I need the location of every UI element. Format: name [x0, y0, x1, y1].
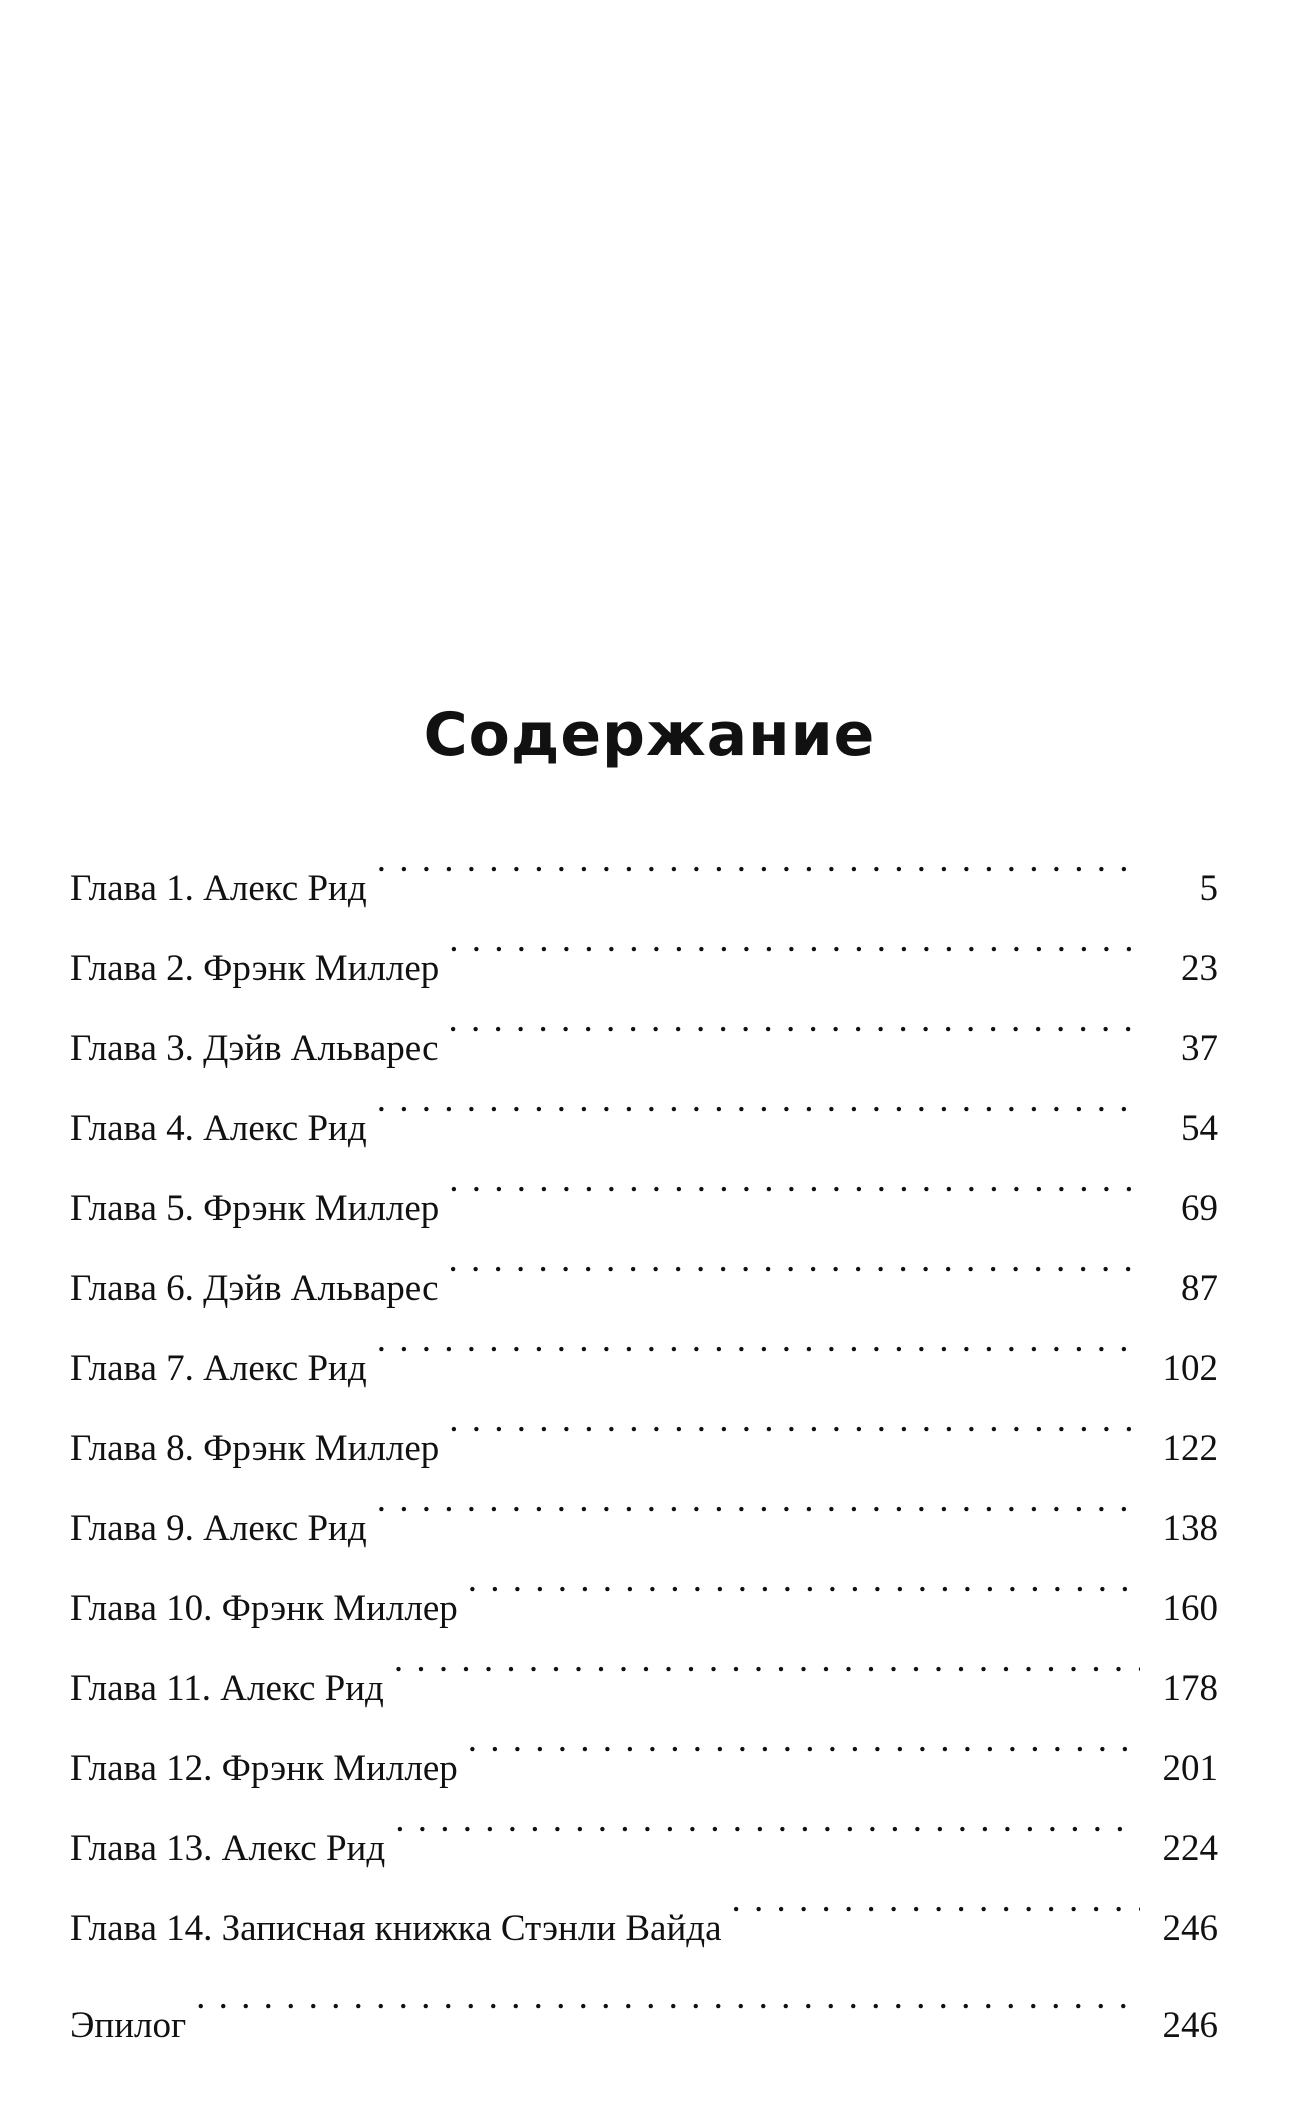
toc-dot-leader	[394, 1620, 1140, 1700]
toc-entry-title: Глава 7. Алекс Рид	[70, 1348, 367, 1389]
toc-entry-title: Глава 6. Дэйв Альварес	[70, 1268, 439, 1309]
toc-entry-title: Эпилог	[70, 2005, 187, 2046]
toc-entry-title: Глава 11. Алекс Рид	[70, 1668, 384, 1709]
toc-page-number: 87	[1181, 1268, 1218, 1309]
toc-dot-leader	[395, 1780, 1140, 1860]
toc-dot-leader	[468, 1700, 1140, 1780]
toc-page-number: 69	[1181, 1188, 1218, 1229]
page-title: Содержание	[423, 700, 876, 770]
toc-entry-title: Глава 12. Фрэнк Миллер	[70, 1748, 458, 1789]
toc-page-number: 102	[1162, 1348, 1218, 1389]
toc-dot-leader	[377, 1300, 1140, 1380]
toc-page-number: 37	[1181, 1028, 1218, 1069]
toc-entry-title: Глава 8. Фрэнк Миллер	[70, 1428, 440, 1469]
toc-entry-title: Глава 13. Алекс Рид	[70, 1828, 386, 1869]
toc-dot-leader	[449, 1380, 1140, 1460]
toc-page-number: 246	[1162, 2005, 1218, 2046]
toc-dot-leader	[449, 980, 1140, 1060]
toc-dot-leader	[732, 1860, 1141, 1940]
toc-entry-title: Глава 9. Алекс Рид	[70, 1508, 367, 1549]
toc-entry	[70, 820, 1218, 909]
toc-page-number: 5	[1199, 868, 1218, 909]
toc-dot-leader	[468, 1540, 1140, 1620]
toc-page-number: 122	[1162, 1428, 1218, 1469]
toc-dot-leader	[377, 1060, 1140, 1140]
toc-page-number: 160	[1162, 1588, 1218, 1629]
toc-dot-leader	[377, 820, 1140, 900]
toc-page-number: 224	[1162, 1828, 1218, 1869]
toc-dot-leader	[449, 1220, 1140, 1300]
toc-dot-leader	[449, 1140, 1140, 1220]
toc-page-number: 201	[1162, 1748, 1218, 1789]
toc-dot-leader	[196, 1957, 1140, 2037]
toc-page-number: 54	[1181, 1108, 1218, 1149]
toc-entry-title: Глава 4. Алекс Рид	[70, 1108, 367, 1149]
toc-entry-title: Глава 3. Дэйв Альварес	[70, 1028, 439, 1069]
toc-page-number: 138	[1162, 1508, 1218, 1549]
toc-entry-title: Глава 2. Фрэнк Миллер	[70, 948, 440, 989]
table-of-contents	[70, 820, 1218, 2046]
toc-entry-title: Глава 5. Фрэнк Миллер	[70, 1188, 440, 1229]
toc-dot-leader	[449, 900, 1140, 980]
toc-entry-epilogue	[70, 1957, 1218, 2046]
toc-page-number: 246	[1162, 1908, 1218, 1949]
toc-page-number: 178	[1162, 1668, 1218, 1709]
toc-entry-title: Глава 10. Фрэнк Миллер	[70, 1588, 458, 1629]
toc-page-number: 23	[1181, 948, 1218, 989]
toc-entry-title: Глава 14. Записная книжка Стэнли Вайда	[70, 1908, 722, 1949]
toc-entry-title: Глава 1. Алекс Рид	[70, 868, 367, 909]
toc-dot-leader	[377, 1460, 1140, 1540]
